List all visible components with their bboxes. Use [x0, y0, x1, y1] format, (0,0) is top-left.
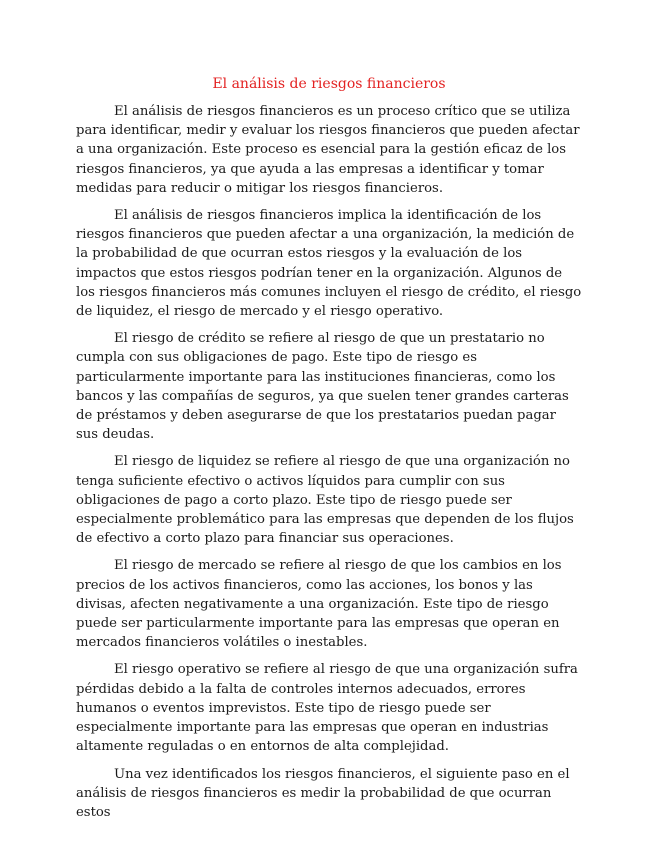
paragraph: El análisis de riesgos financieros implica la identificación de los riesgos financieros que pueden afectar a una organización, la medición de la probabilidad de que ocurran estos riesgos y la evaluación de los impactos que estos riesgos podrían tener en la organización. Algunos de los riesgos financieros más comunes incluyen el riesgo de crédito, el riesgo de liquidez, el riesgo de mercado y el riesgo operativo.	[76, 208, 582, 320]
paragraph: El análisis de riesgos financieros es un proceso crítico que se utiliza para identificar, medir y evaluar los riesgos financieros que pueden afectar a una organización. Este proceso es esencial para la gestión eficaz de los riesgos financieros, ya que ayuda a las empresas a identificar y tomar medidas para reducir o mitigar los riesgos financieros.	[76, 104, 580, 196]
paragraph: El riesgo de liquidez se refiere al riesgo de que una organización no tenga suficiente efectivo o activos líquidos para cumplir con sus obligaciones de pago a corto plazo. Este tipo de riesgo puede ser especialmente problemático para las empresas que dependen de los flujos de efectivo a corto plazo para financiar sus operaciones.	[76, 454, 574, 547]
paragraph: El riesgo de crédito se refiere al riesgo de que un prestatario no cumpla con sus obligaciones de pago. Este tipo de riesgo es particularmente importante para las instituciones financieras, como los bancos y las compañías de seguros, ya que suelen tener grandes carteras de préstamos y deben asegurarse de que los prestatarios puedan pagar sus deudas.	[76, 331, 569, 443]
paragraph: El riesgo operativo se refiere al riesgo de que una organización sufra pérdidas debido a la falta de controles internos adecuados, errores humanos o eventos imprevistos. Este tipo de riesgo puede ser especialmente importante para las empresas que operan en industrias altamente reguladas o en entornos de alta complejidad.	[76, 662, 578, 755]
paragraph: Una vez identificados los riesgos financieros, el siguiente paso en el análisis de riesgos financieros es medir la probabilidad de que ocurran estos	[76, 766, 570, 820]
paragraph: El riesgo de mercado se refiere al riesgo de que los cambios en los precios de los activos financieros, como las acciones, los bonos y las divisas, afecten negativamente a una organización. Este tipo de riesgo puede ser particularmente importante para las empresas que operan en mercados financieros volátiles o inestables.	[76, 558, 562, 651]
document-page	[76, 74, 582, 830]
document-title: El análisis de riesgos financieros	[212, 76, 446, 92]
